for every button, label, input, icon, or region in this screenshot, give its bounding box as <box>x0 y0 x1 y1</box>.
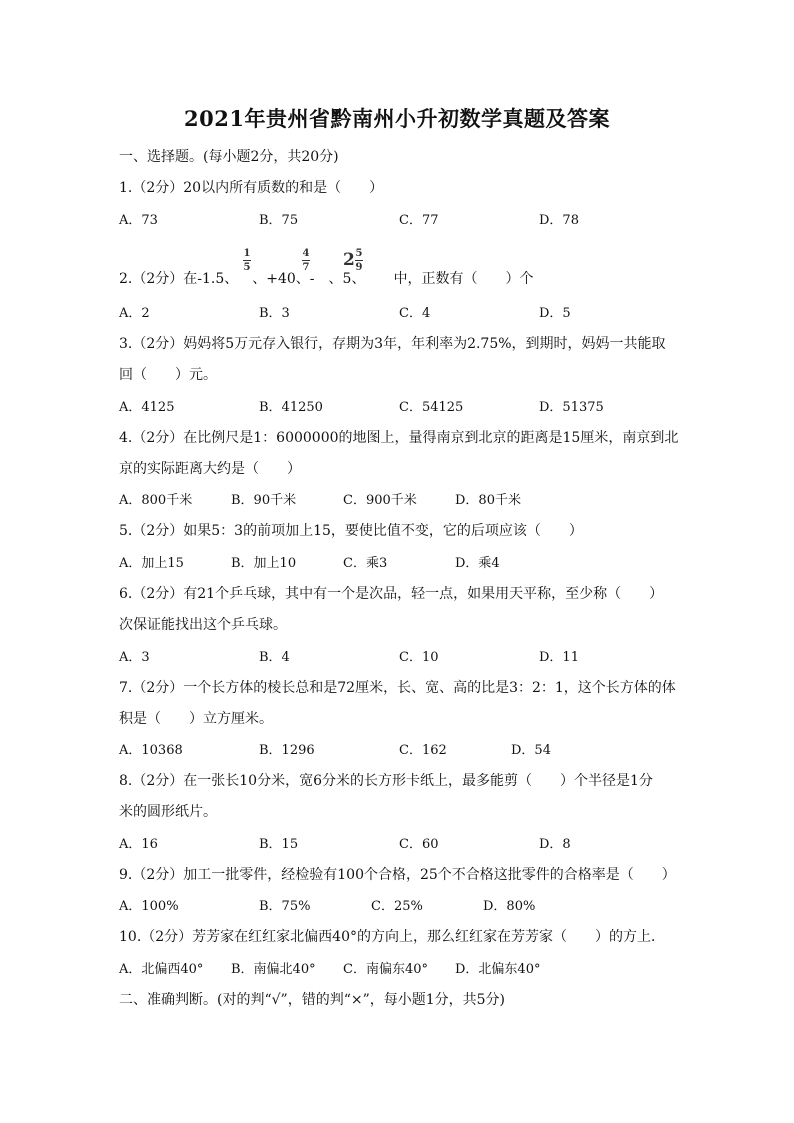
question-3-cont: 回（ ）元。 <box>119 367 217 383</box>
q5-option-a: A．加上15 <box>119 556 184 571</box>
q10-option-b: B．南偏北40° <box>231 962 316 977</box>
q5-option-c: C．乘3 <box>343 556 388 571</box>
question-8: 8.（2分）在一张长10分米，宽6分米的长方形卡纸上，最多能剪（ ）个半径是1分 <box>119 773 653 789</box>
question-6: 6.（2分）有21个乒乓球，其中有一个是次品，轻一点，如果用天平称，至少称（ ） <box>119 586 664 602</box>
q7-option-c: C．162 <box>399 743 447 758</box>
question-4: 4.（2分）在比例尺是1：6000000的地图上，量得南京到北京的距离是15厘米，南京到北 <box>119 430 679 446</box>
question-7-cont: 积是（ ）立方厘米。 <box>119 711 273 727</box>
question-10: 10.（2分）芳芳家在红红家北偏西40°的方向上，那么红红家在芳芳家（ ）的方上． <box>119 929 665 945</box>
question-3: 3.（2分）妈妈将5万元存入银行，存期为3年，年利率为2.75%，到期时，妈妈一共能取 <box>119 336 666 352</box>
question-4-cont: 京的实际距离大约是（ ） <box>119 461 301 477</box>
q3-option-a: A．4125 <box>119 400 175 415</box>
q8-option-a: A．16 <box>119 837 158 852</box>
fraction-four-sevenths <box>302 248 310 273</box>
q4-option-d: D．80千米 <box>455 493 521 508</box>
q1-option-c: C．77 <box>399 213 439 228</box>
q9-option-a: A．100% <box>119 899 179 914</box>
fraction-bar <box>355 260 363 261</box>
q10-option-a: A．北偏西40° <box>119 962 204 977</box>
q4-option-b: B．90千米 <box>231 493 297 508</box>
q10-option-d: D．北偏东40° <box>455 962 541 977</box>
fraction-bar <box>302 260 310 261</box>
q7-option-a: A．10368 <box>119 743 183 758</box>
q6-option-b: B．4 <box>259 650 290 665</box>
q8-option-d: D．8 <box>539 837 571 852</box>
mixed-number-whole: 2 <box>343 250 355 270</box>
q2-option-d: D．5 <box>539 306 571 321</box>
q10-option-c: C．南偏东40° <box>343 962 428 977</box>
fraction-denominator: 9 <box>355 262 363 273</box>
question-9: 9.（2分）加工一批零件，经检验有100个合格，25个不合格这批零件的合格率是（ ） <box>119 867 676 883</box>
page-title: 2021年贵州省黔南州小升初数学真题及答案 <box>184 106 610 131</box>
q7-option-b: B．1296 <box>259 743 315 758</box>
fraction-denominator: 5 <box>243 262 251 273</box>
fraction-numerator: 4 <box>302 248 310 259</box>
q4-option-c: C．900千米 <box>343 493 417 508</box>
q2-option-b: B．3 <box>259 306 290 321</box>
q8-option-c: C．60 <box>399 837 439 852</box>
q6-option-a: A．3 <box>119 650 150 665</box>
q2-option-c: C．4 <box>399 306 431 321</box>
q8-option-b: B．15 <box>259 837 299 852</box>
fraction-bar <box>243 260 251 261</box>
section-heading-choice: 一、选择题。(每小题2分，共20分) <box>119 149 339 165</box>
q6-option-c: C．10 <box>399 650 439 665</box>
q2-text-after: 中，正数有（ ）个 <box>393 271 534 287</box>
section-heading-judgment: 二、准确判断。(对的判“√”，错的判“×”，每小题1分，共5分) <box>119 992 506 1008</box>
fraction-denominator: 7 <box>302 262 310 273</box>
q5-option-d: D．乘4 <box>455 556 500 571</box>
q3-option-d: D．51375 <box>539 400 604 415</box>
q4-option-a: A．800千米 <box>119 493 193 508</box>
q5-option-b: B．加上10 <box>231 556 297 571</box>
q3-option-c: C．54125 <box>399 400 464 415</box>
q9-option-d: D．80% <box>483 899 536 914</box>
q7-option-d: D．54 <box>511 743 551 758</box>
fraction-numerator: 5 <box>355 248 363 259</box>
q3-option-b: B．41250 <box>259 400 323 415</box>
question-6-cont: 次保证能找出这个乒乓球。 <box>119 617 287 633</box>
question-1: 1.（2分）20以内所有质数的和是（ ） <box>119 180 384 196</box>
question-2 <box>119 268 533 288</box>
q9-option-c: C．25% <box>371 899 423 914</box>
q9-option-b: B．75% <box>259 899 311 914</box>
q6-option-d: D．11 <box>539 650 579 665</box>
q1-option-a: A．73 <box>119 213 158 228</box>
fraction-numerator: 1 <box>243 248 251 259</box>
q2-text-mid1: 、+40、- <box>252 271 315 287</box>
question-5: 5.（2分）如果5：3的前项加上15，要使比值不变，它的后项应该（ ） <box>119 523 583 539</box>
fraction-five-ninths <box>355 248 363 273</box>
q1-option-d: D．78 <box>539 213 579 228</box>
fraction-one-fifth <box>243 248 251 273</box>
question-7: 7.（2分）一个长方体的棱长总和是72厘米，长、宽、高的比是3：2：1，这个长方体的体 <box>119 680 676 696</box>
question-8-cont: 米的圆形纸片。 <box>119 804 217 820</box>
q2-text-before: 2.（2分）在-1.5、 <box>119 271 239 287</box>
q2-option-a: A．2 <box>119 306 150 321</box>
q2-text-mid2: 、5、 <box>328 271 366 287</box>
q1-option-b: B．75 <box>259 213 299 228</box>
